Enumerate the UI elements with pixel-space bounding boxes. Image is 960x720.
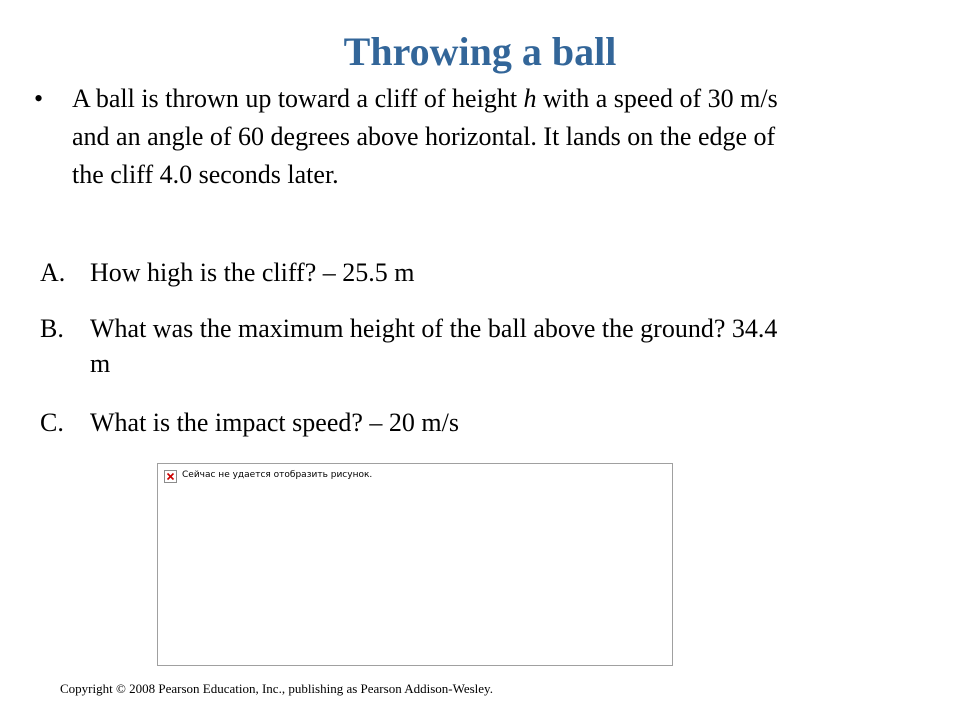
bullet-text-part2: with a speed of 30 m/s and an angle of 60 degrees above horizontal. It lands on the edge of the cliff 4.0 seconds later.: [72, 84, 778, 189]
question-item-b: [40, 311, 800, 381]
slide-title: Throwing a ball: [343, 29, 617, 74]
question-text: How high is the cliff? – 25.5 m: [90, 258, 415, 287]
question-letter: A.: [40, 258, 66, 287]
bullet-text: [72, 80, 794, 194]
bullet-marker: •: [34, 84, 44, 113]
image-placeholder: [157, 463, 673, 666]
broken-image-icon: [164, 470, 177, 483]
question-letter: B.: [40, 314, 64, 343]
question-text: What was the maximum height of the ball above the ground? 34.4 m: [90, 314, 778, 378]
bullet-text-italic: h: [523, 84, 537, 113]
question-text: What is the impact speed? – 20 m/s: [90, 408, 459, 437]
bullet-text-part1: A ball is thrown up toward a cliff of height: [72, 84, 524, 113]
question-item-a: [40, 255, 800, 290]
image-error-message: Сейчас не удается отобразить рисунок.: [182, 470, 373, 480]
question-item-c: [40, 405, 800, 440]
bullet-item: [34, 80, 794, 194]
problem-statement: [34, 80, 794, 194]
question-letter: C.: [40, 408, 64, 437]
copyright-footer: Copyright © 2008 Pearson Education, Inc., publishing as Pearson Addison-Wesley.: [60, 681, 493, 696]
